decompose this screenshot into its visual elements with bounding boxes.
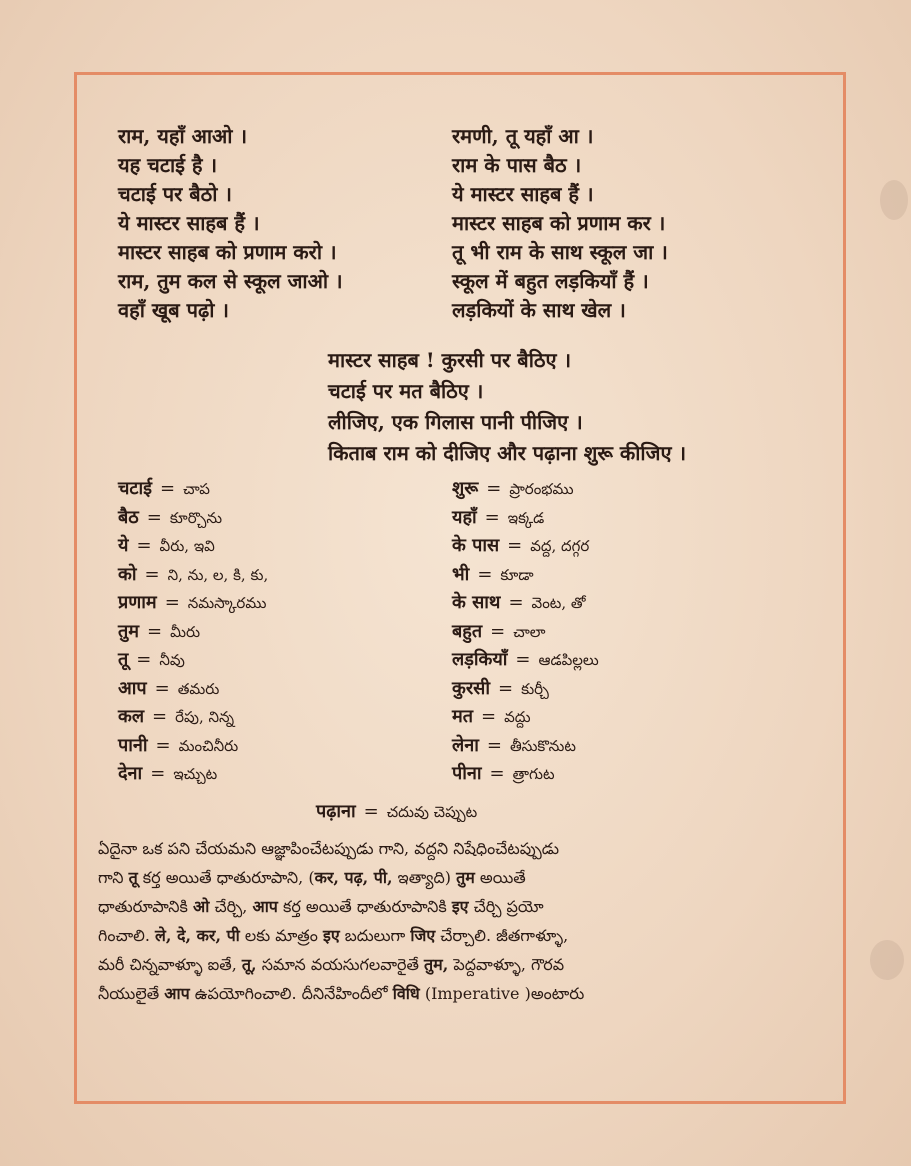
- note-text: అయితే: [474, 868, 526, 887]
- equals-sign: =: [515, 649, 531, 670]
- dialog-line: रमणी, तू यहाँ आ ।: [452, 124, 594, 148]
- equals-sign: =: [481, 706, 497, 727]
- equals-sign: =: [160, 478, 176, 499]
- vocab-meaning: వెంట, తో: [531, 594, 586, 612]
- vocab-entry: [452, 703, 599, 732]
- note-text: గాని: [98, 868, 129, 887]
- vocab-entry: [118, 760, 268, 789]
- equals-sign: =: [147, 620, 163, 642]
- note-hindi-term: ले, दे, कर, पी: [155, 926, 240, 945]
- vocab-entry: [452, 532, 599, 561]
- dialog-line: तू भी राम के साथ स्कूल जा ।: [452, 240, 668, 264]
- vocab-word: पीना: [452, 763, 482, 784]
- dialog-line: लीजिए, एक गिलास पानी पीजिए ।: [328, 410, 583, 434]
- note-hindi-term: इए: [451, 897, 469, 916]
- vocab-entry: [316, 798, 477, 827]
- note-text: సమాన వయసుగలవారైతే: [256, 955, 424, 974]
- vocab-word: बैठ: [118, 506, 139, 528]
- vocab-entry: [118, 646, 268, 675]
- note-line: [98, 921, 828, 950]
- vocab-word: बहुत: [452, 620, 483, 642]
- vocab-word: प्रणाम: [118, 592, 157, 613]
- equals-sign: =: [490, 620, 506, 642]
- note-text: ఇత్యాది): [392, 868, 457, 887]
- vocab-meaning: వద్ద, దగ్గర: [530, 537, 590, 555]
- note-line: [98, 863, 828, 892]
- equals-sign: =: [498, 677, 514, 699]
- vocab-entry: [118, 675, 268, 704]
- note-hindi-term: तू: [128, 868, 138, 887]
- dialog-left-column: [118, 122, 343, 325]
- vocab-meaning: వద్దు: [504, 708, 531, 726]
- vocab-word: को: [118, 563, 137, 585]
- dialog-line: ये मास्टर साहब हैं ।: [118, 211, 260, 235]
- note-text: బదులుగా: [339, 926, 411, 945]
- note-line: [98, 950, 828, 979]
- note-text: ఉపయోగించాలి. దీనినేహిందీలో: [189, 984, 393, 1003]
- vocab-entry: [452, 760, 599, 789]
- vocab-word: के पास: [452, 535, 500, 556]
- note-hindi-term: तू,: [241, 955, 257, 974]
- vocab-entry: [452, 504, 599, 533]
- dialog-line: यह चटाई है ।: [118, 153, 218, 177]
- note-text: నీయులైతే: [98, 984, 165, 1003]
- vocab-word: कुरसी: [452, 677, 491, 699]
- equals-sign: =: [150, 763, 166, 784]
- dialog-line: ये मास्टर साहब हैं ।: [452, 182, 594, 206]
- note-hindi-term: आप: [252, 897, 278, 916]
- vocab-word: पानी: [118, 734, 148, 756]
- vocab-entry: [118, 561, 268, 590]
- equals-sign: =: [484, 506, 500, 528]
- vocab-right-list: [452, 475, 599, 789]
- dialog-line: वहाँ खूब पढ़ो ।: [118, 298, 229, 322]
- vocab-meaning: నీవు: [159, 651, 185, 669]
- vocab-meaning: కుర్చీ: [521, 679, 549, 698]
- vocab-word: तुम: [118, 620, 140, 642]
- vocab-word: भी: [452, 563, 470, 585]
- dialog-line: मास्टर साहब को प्रणाम करो ।: [118, 240, 337, 264]
- note-line: [98, 892, 828, 921]
- vocab-left-list: [118, 475, 268, 789]
- vocab-entry: [452, 646, 599, 675]
- vocab-entry: [118, 618, 268, 647]
- note-text: కర్త అయితే ధాతురూపానికి: [277, 897, 452, 916]
- note-text: ఏదైనా ఒక పని చేయమని ఆజ్ఞాపించేటప్పుడు గాని, వద్దని నిషేధించేటప్పుడు: [98, 839, 560, 858]
- dialog-line: किताब राम को दीजिए और पढ़ाना शुरू कीजिए ।: [328, 441, 687, 465]
- vocab-word: शुरू: [452, 478, 479, 499]
- equals-sign: =: [164, 592, 180, 613]
- dialog-center-block: [328, 345, 686, 469]
- equals-sign: =: [152, 706, 168, 727]
- note-hindi-term: विधि: [392, 984, 420, 1003]
- vocab-meaning: ఆడపిల్లలు: [538, 651, 599, 669]
- vocab-word: पढ़ाना: [316, 801, 356, 822]
- vocab-entry: [452, 675, 599, 704]
- dialog-right-column: [452, 122, 668, 325]
- vocab-meaning: చాప: [183, 480, 210, 498]
- note-text: గించాలి.: [98, 926, 155, 945]
- equals-sign: =: [136, 649, 152, 670]
- vocab-word: लड़कियाँ: [452, 649, 508, 670]
- equals-sign: =: [508, 592, 524, 613]
- vocab-meaning: చదువు చెప్పుట: [386, 803, 478, 821]
- note-text: కర్త అయితే ధాతురూపాని, (: [137, 868, 315, 887]
- note-hindi-term: जिए: [410, 926, 436, 945]
- vocab-word: के साथ: [452, 592, 501, 613]
- paper-stain: [870, 940, 904, 980]
- note-text: పెద్దవాళ్ళూ, గౌరవ: [448, 955, 565, 974]
- vocab-meaning: మంచినీరు: [178, 736, 239, 755]
- dialog-line: राम, यहाँ आओ ।: [118, 124, 248, 148]
- note-hindi-term: तुम: [456, 868, 475, 887]
- vocab-entry: [452, 561, 599, 590]
- vocab-meaning: కూర్చొను: [169, 508, 223, 527]
- vocab-entry: [118, 732, 268, 761]
- equals-sign: =: [146, 506, 162, 528]
- equals-sign: =: [363, 801, 379, 822]
- vocab-meaning: ఇక్కడ: [507, 508, 545, 527]
- vocab-word: आप: [118, 677, 147, 699]
- vocab-word: ये: [118, 535, 129, 556]
- vocab-word: लेना: [452, 734, 479, 756]
- vocab-meaning: కూడా: [500, 565, 534, 584]
- vocab-center-entry: [316, 798, 477, 827]
- vocab-entry: [118, 504, 268, 533]
- vocab-entry: [452, 618, 599, 647]
- note-text: ధాతురూపానికి: [98, 897, 193, 916]
- vocab-word: देना: [118, 763, 143, 784]
- note-line: [98, 834, 828, 863]
- vocab-word: चटाई: [118, 478, 153, 499]
- vocab-word: यहाँ: [452, 506, 477, 528]
- note-hindi-term: आप: [164, 984, 190, 1003]
- vocab-meaning: ని, ను, ల, కి, కు,: [167, 565, 269, 584]
- vocab-word: तू: [118, 649, 129, 670]
- vocab-meaning: చాలా: [513, 622, 546, 641]
- dialog-line: मास्टर साहब ! कुरसी पर बैठिए ।: [328, 348, 572, 372]
- equals-sign: =: [489, 763, 505, 784]
- note-text: మరీ చిన్నవాళ్ళూ ఐతే,: [98, 955, 242, 974]
- vocab-entry: [452, 732, 599, 761]
- vocab-meaning: ఇచ్చుట: [173, 765, 218, 783]
- dialog-line: मास्टर साहब को प्रणाम कर ।: [452, 211, 666, 235]
- note-text: చేర్చాలి. జీతగాళ్ళూ,: [435, 926, 569, 945]
- dialog-line: राम के पास बैठ ।: [452, 153, 582, 177]
- note-text: (Imperative )అంటారు: [419, 984, 585, 1003]
- note-text: లకు మాత్రం: [239, 926, 323, 945]
- vocab-meaning: తమరు: [177, 679, 220, 698]
- vocab-meaning: ప్రారంభము: [509, 480, 574, 498]
- note-text: చేర్చి,: [209, 897, 253, 916]
- equals-sign: =: [155, 734, 171, 756]
- equals-sign: =: [486, 478, 502, 499]
- vocab-meaning: త్రాగుట: [512, 765, 555, 783]
- vocab-entry: [118, 532, 268, 561]
- dialog-line: स्कूल में बहुत लड़कियाँ हैं ।: [452, 269, 649, 293]
- note-text: చేర్చి ప్రయో: [468, 897, 544, 916]
- equals-sign: =: [144, 563, 160, 585]
- note-hindi-term: ओ: [192, 897, 210, 916]
- dialog-line: राम, तुम कल से स्कूल जाओ ।: [118, 269, 343, 293]
- note-line: [98, 979, 828, 1008]
- vocab-entry: [118, 475, 268, 504]
- vocab-meaning: వీరు, ఇవి: [159, 537, 215, 555]
- vocab-entry: [118, 703, 268, 732]
- vocab-word: कल: [118, 706, 145, 727]
- vocab-meaning: మీరు: [170, 622, 201, 641]
- vocab-entry: [118, 589, 268, 618]
- dialog-line: चटाई पर बैठो ।: [118, 182, 233, 206]
- note-hindi-term: इए: [322, 926, 340, 945]
- equals-sign: =: [486, 734, 502, 756]
- vocab-meaning: తీసుకొనుట: [509, 736, 576, 755]
- note-hindi-term: तुम,: [424, 955, 449, 974]
- vocab-word: मत: [452, 706, 474, 727]
- equals-sign: =: [154, 677, 170, 699]
- grammar-note-paragraph: [98, 834, 828, 1008]
- note-hindi-term: कर, पढ़, पी,: [314, 868, 393, 887]
- equals-sign: =: [477, 563, 493, 585]
- vocab-entry: [452, 475, 599, 504]
- dialog-line: चटाई पर मत बैठिए ।: [328, 379, 484, 403]
- paper-stain: [880, 180, 908, 220]
- dialog-line: लड़कियों के साथ खेल ।: [452, 298, 626, 322]
- vocab-entry: [452, 589, 599, 618]
- equals-sign: =: [507, 535, 523, 556]
- vocab-meaning: నమస్కారము: [187, 594, 267, 612]
- equals-sign: =: [136, 535, 152, 556]
- vocab-meaning: రేపు, నిన్న: [175, 708, 235, 726]
